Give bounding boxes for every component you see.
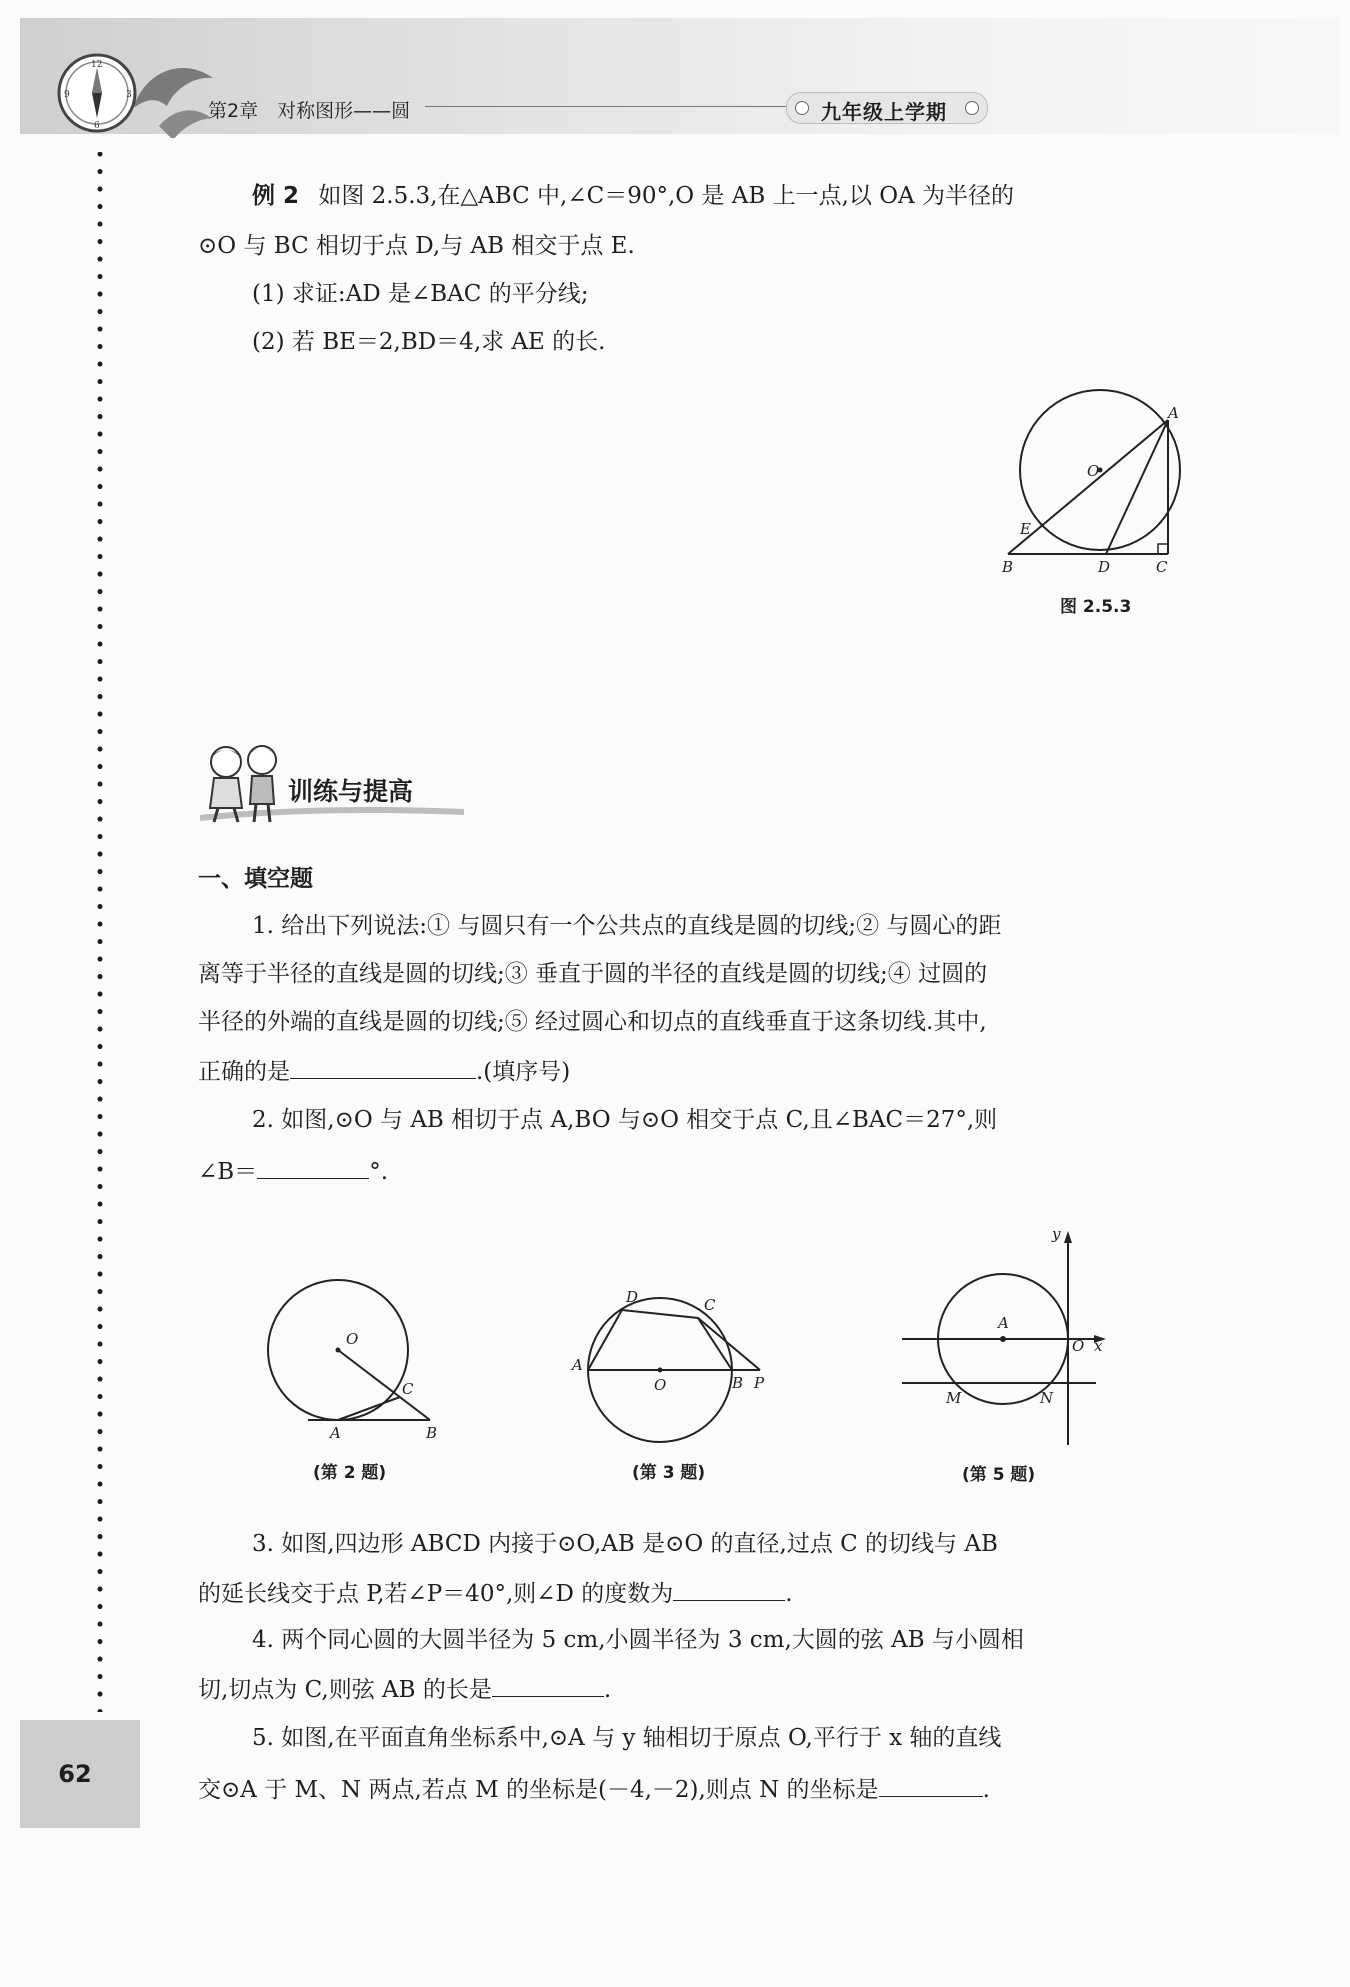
svg-text:3: 3	[126, 90, 132, 100]
label-o: O	[346, 1330, 359, 1348]
circle-dot-icon	[965, 101, 979, 115]
problem-2-text: ∠B＝	[198, 1159, 258, 1185]
label-a: A	[998, 1314, 1009, 1332]
figure-problem-5	[900, 1225, 1125, 1450]
figure-2-5-3	[990, 380, 1210, 580]
problem-5-text: 交⊙A 于 M、N 两点,若点 M 的坐标是(－4,－2),则点 N 的坐标是	[198, 1777, 879, 1803]
figure-problem-3	[570, 1280, 780, 1450]
compass-logo-icon	[55, 48, 215, 138]
answer-blank[interactable]	[257, 1154, 369, 1179]
header-rule	[425, 106, 790, 107]
example-question-2: (2) 若 BE＝2,BD＝4,求 AE 的长.	[252, 329, 606, 355]
answer-blank[interactable]	[492, 1672, 604, 1697]
problem-4-line-1: 4. 两个同心圆的大圆半径为 5 cm,小圆半径为 3 cm,大圆的弦 AB 与小圆相	[252, 1627, 1024, 1653]
example-line-2: ⊙O 与 BC 相切于点 D,与 AB 相交于点 E.	[198, 233, 635, 259]
label-m: M	[946, 1389, 962, 1407]
problem-4-line-2	[198, 1672, 611, 1706]
label-y: y	[1052, 1225, 1061, 1243]
problem-3-line-1: 3. 如图,四边形 ABCD 内接于⊙O,AB 是⊙O 的直径,过点 C 的切线与 AB	[252, 1531, 998, 1557]
problem-3-line-2	[198, 1576, 793, 1610]
problem-5-line-1: 5. 如图,在平面直角坐标系中,⊙A 与 y 轴相切于原点 O,平行于 x 轴的直线	[252, 1725, 1002, 1751]
label-c: C	[402, 1380, 414, 1398]
answer-blank[interactable]	[290, 1054, 476, 1079]
problem-2-line-2	[198, 1154, 388, 1188]
figure-caption: (第 2 题)	[313, 1463, 387, 1483]
label-c: C	[1156, 558, 1168, 576]
problem-1-line-4	[198, 1054, 570, 1088]
figure-caption: 图 2.5.3	[1060, 597, 1132, 617]
label-a: A	[572, 1356, 583, 1374]
example-label: 例 2	[252, 183, 300, 209]
svg-text:9: 9	[64, 90, 70, 100]
problem-2-text: °.	[369, 1159, 388, 1185]
label-o: O	[1072, 1337, 1085, 1355]
section-title: 一、填空题	[198, 866, 313, 892]
label-n: N	[1040, 1389, 1054, 1407]
label-x: x	[1094, 1337, 1103, 1355]
problem-2-line-1: 2. 如图,⊙O 与 AB 相切于点 A,BO 与⊙O 相交于点 C,且∠BAC＝27°,则	[252, 1107, 998, 1133]
chapter-title: 第2章 对称图形——圆	[208, 100, 411, 122]
label-d: D	[1098, 558, 1111, 576]
banner-title: 训练与提高	[288, 777, 414, 806]
label-c: C	[704, 1296, 716, 1314]
label-o: O	[654, 1376, 667, 1394]
label-p: P	[754, 1374, 765, 1392]
figure-caption: (第 5 题)	[962, 1465, 1036, 1485]
answer-blank[interactable]	[673, 1576, 785, 1601]
page-number: 62	[58, 1760, 92, 1788]
answer-blank[interactable]	[879, 1772, 983, 1797]
label-b: B	[1002, 558, 1014, 576]
circle-dot-icon	[795, 101, 809, 115]
figure-problem-2	[250, 1270, 450, 1445]
problem-4-text: 切,切点为 C,则弦 AB 的长是	[198, 1677, 492, 1703]
problem-1-line-2: 离等于半径的直线是圆的切线;③ 垂直于圆的半径的直线是圆的切线;④ 过圆的	[198, 961, 988, 987]
term-badge	[786, 92, 988, 124]
problem-3-text: 的延长线交于点 P,若∠P＝40°,则∠D 的度数为	[198, 1581, 674, 1607]
label-o: O	[1087, 462, 1100, 480]
figure-caption: (第 3 题)	[632, 1463, 706, 1483]
label-a: A	[330, 1424, 341, 1442]
problem-1-line-1: 1. 给出下列说法:① 与圆只有一个公共点的直线是圆的切线;② 与圆心的距	[252, 913, 1002, 939]
problem-4-text: .	[603, 1677, 612, 1703]
problem-1-line-3: 半径的外端的直线是圆的切线;⑤ 经过圆心和切点的直线垂直于这条切线.其中,	[198, 1009, 987, 1035]
label-e: E	[1020, 520, 1031, 538]
problem-3-text: .	[785, 1581, 793, 1607]
problem-5-text: .	[982, 1777, 990, 1803]
label-b: B	[732, 1374, 744, 1392]
problem-5-line-2	[198, 1772, 990, 1806]
problem-1-text: 正确的是	[198, 1059, 290, 1085]
example-question-1: (1) 求证:AD 是∠BAC 的平分线;	[252, 281, 589, 307]
label-d: D	[626, 1288, 639, 1306]
label-b: B	[426, 1424, 438, 1442]
svg-text:6: 6	[94, 121, 100, 131]
example-line-1	[252, 180, 1014, 212]
label-a: A	[1168, 404, 1179, 422]
svg-text:12: 12	[91, 60, 103, 70]
page-number-block	[20, 1720, 140, 1828]
dotted-margin-line	[96, 152, 104, 1712]
problem-1-text: .(填序号)	[476, 1059, 571, 1085]
example-text: 如图 2.5.3,在△ABC 中,∠C＝90°,O 是 AB 上一点,以 OA 为半径的	[318, 183, 1014, 209]
term-label: 九年级上学期	[821, 100, 947, 124]
